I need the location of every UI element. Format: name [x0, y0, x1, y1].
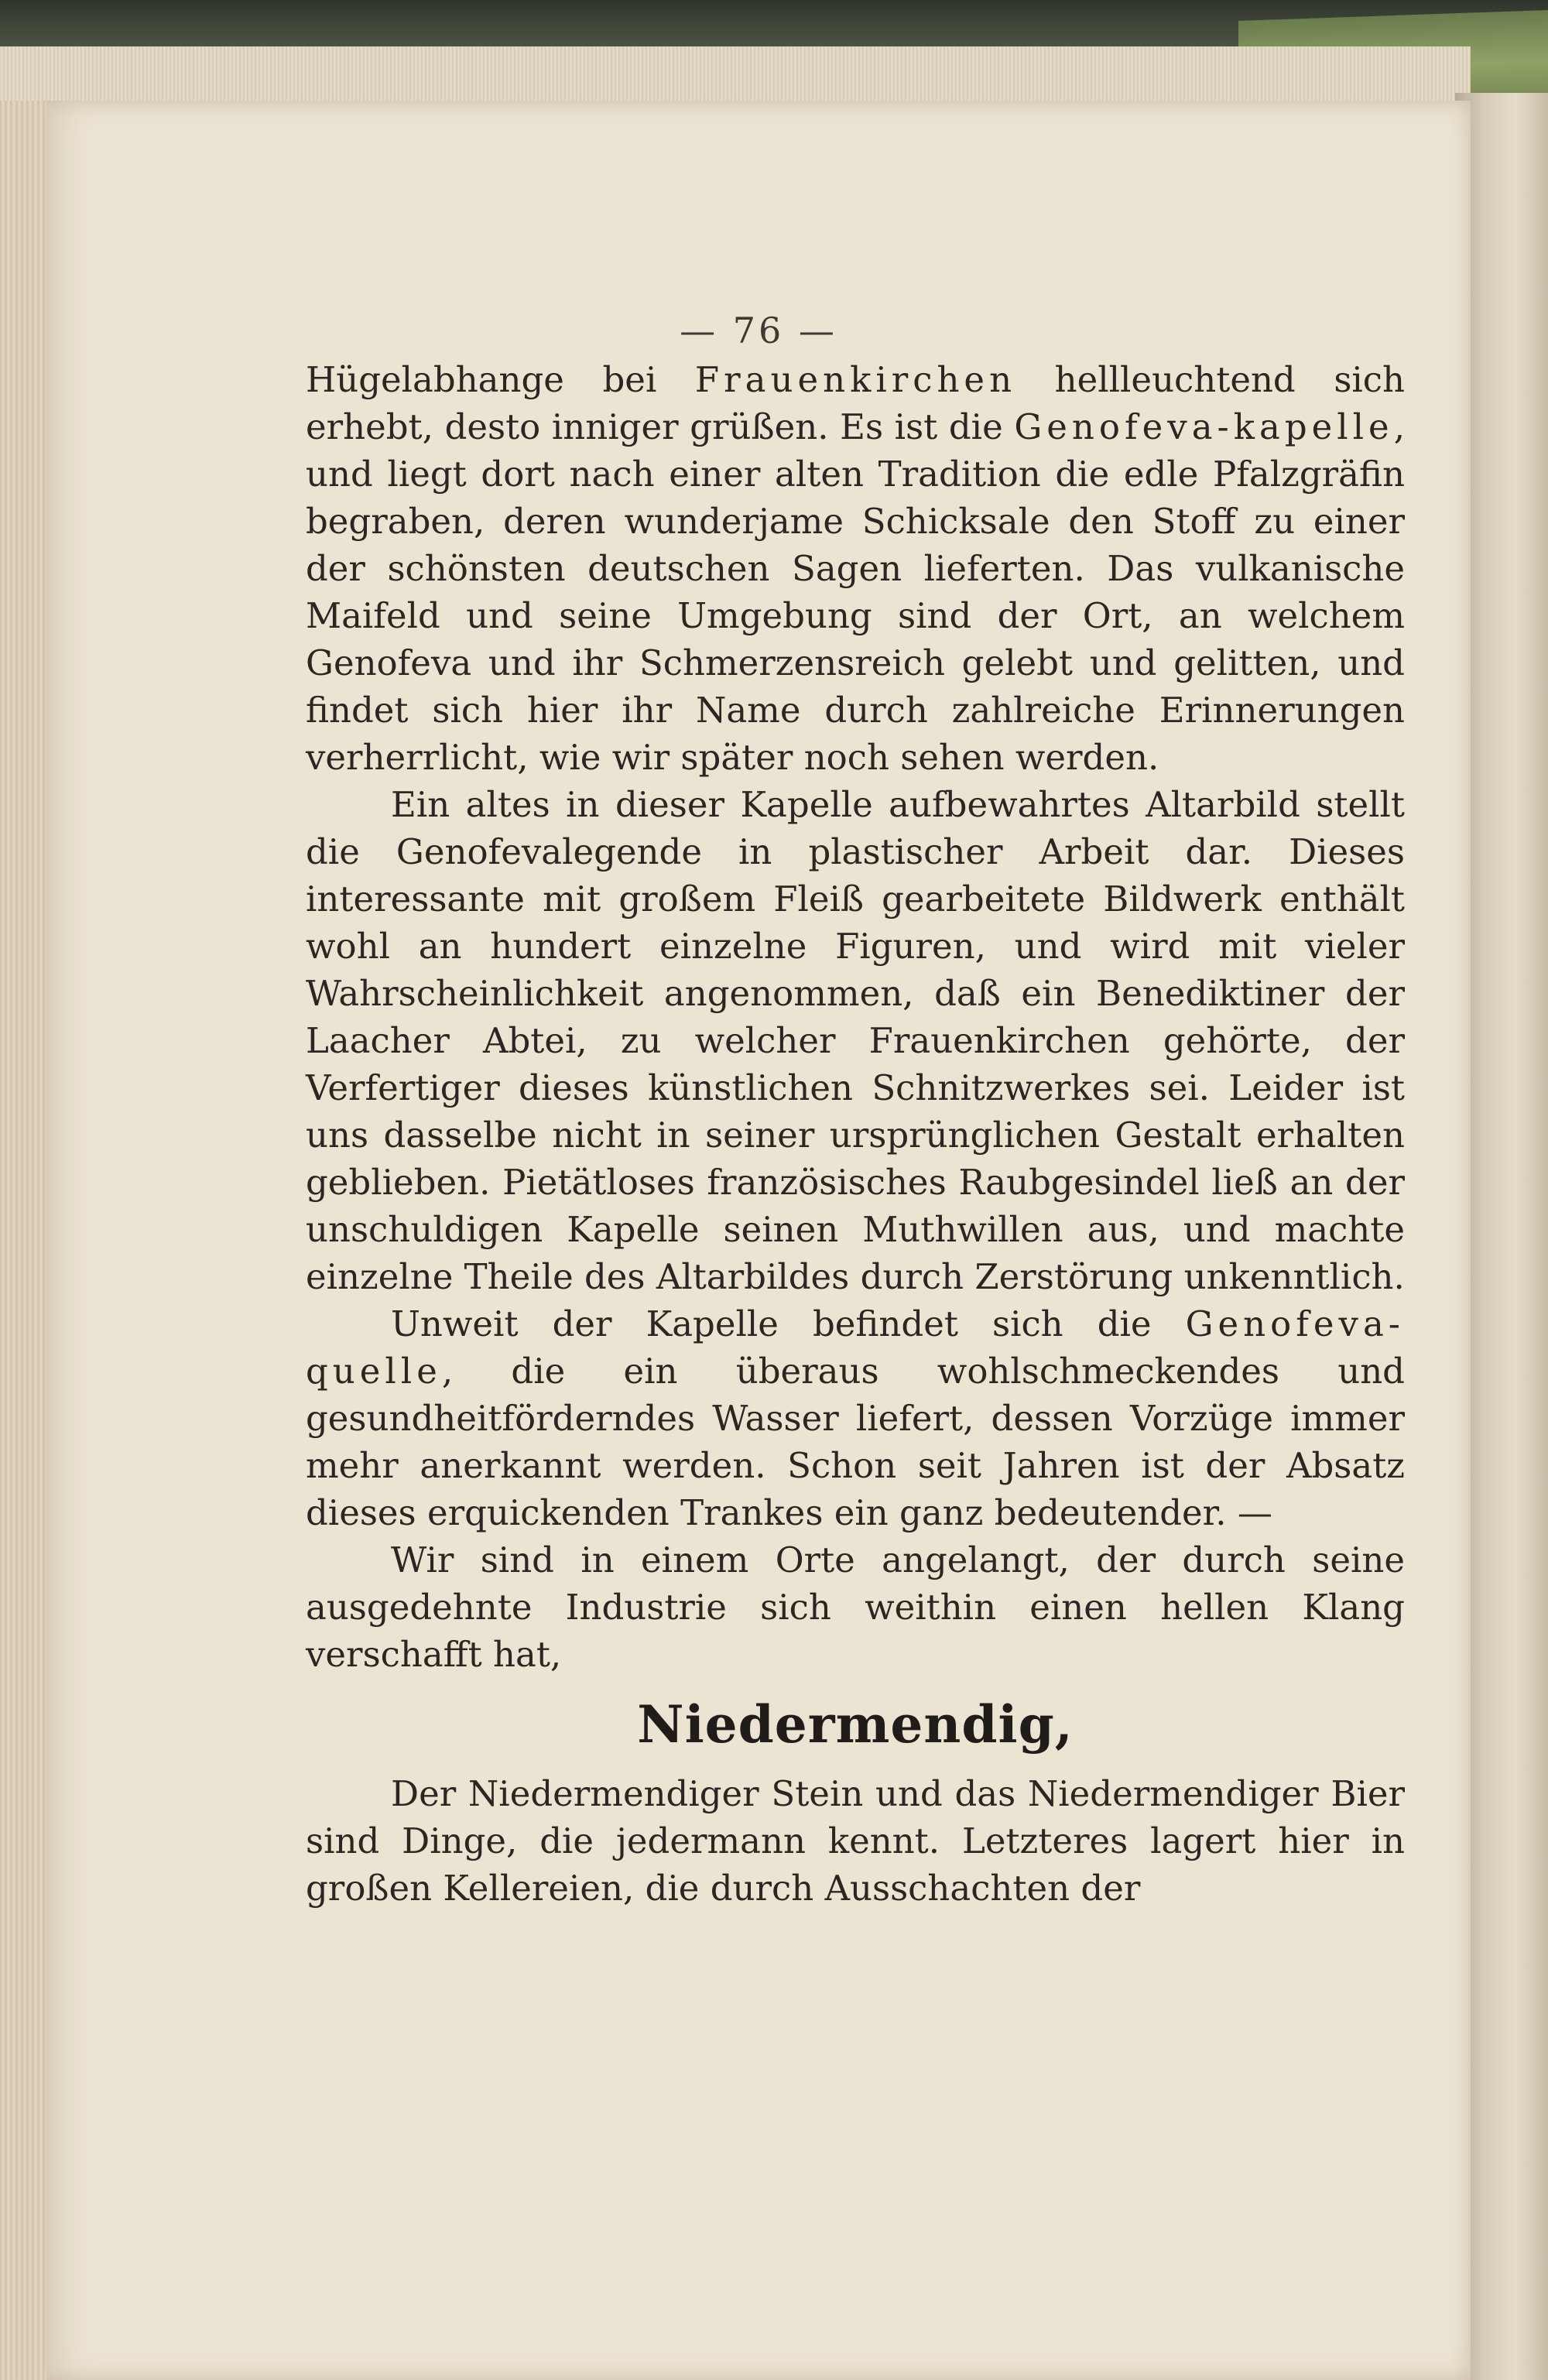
page-number: — 76 — — [680, 310, 837, 351]
page-edge-left — [0, 101, 46, 2380]
paragraph-1 — [306, 356, 1405, 781]
paragraph-3 — [306, 1300, 1405, 1536]
paragraph-1-part-1: Hügelabhange bei — [306, 359, 695, 400]
section-heading: Niedermendig, — [637, 1694, 1074, 1755]
paragraph-3-part-2: Genofeva-quelle — [306, 1303, 1405, 1392]
paragraph-1-part-2: Frauenkirchen — [694, 359, 1017, 400]
paragraph-1-part-4: Genofeva-kapelle — [1014, 406, 1394, 447]
paragraph-4: Wir sind in einem Orte angelangt, der durch seine ausgedehnte Industrie sich weithin einen hellen Klang verschafft hat, — [306, 1539, 1405, 1675]
paragraph-3-part-1: Unweit der Kapelle befindet sich die — [391, 1303, 1186, 1344]
paragraph-1-part-5: , und liegt dort nach einer alten Tradition die edle Pfalzgräfin begraben, deren wunderjame Schicksale den Stoff zu einer der schönsten deutschen Sagen lieferten. Das vulkanische Maifeld und seine Umgebung sind der Ort, an welchem Genofeva und ihr Schmerzensreich gelebt und gelitten, und findet sich hier ihr Name durch zahlreiche Erinnerungen verherrlicht, wie wir später noch sehen werden. — [306, 406, 1405, 778]
paragraph-5: Der Niedermendiger Stein und das Niedermendiger Bier sind Dinge, die jedermann kennt. Letzteres lagert hier in großen Kellereien, die durch Ausschachten der — [306, 1773, 1405, 1909]
paragraph-1-part-3: hellleuchtend sich erhebt, desto inniger grüßen. Es ist die — [306, 359, 1405, 447]
paragraph-3-part-3: , die ein überaus wohlschmeckendes und gesundheitförderndes Wasser liefert, dessen Vorzüge immer mehr anerkannt werden. Schon seit Jahren ist der Absatz dieses erquickenden Trankes ein ganz bedeutender. — — [306, 1351, 1405, 1533]
book-page — [46, 101, 1471, 2380]
page-text — [306, 356, 1405, 1912]
paragraph-2: Ein altes in dieser Kapelle aufbewahrtes Altarbild stellt die Genofevalegende in plastischer Arbeit dar. Dieses interessante mit großem Fleiß gearbeitete Bildwerk enthält wohl an hundert einzelne Figuren, und wird mit vieler Wahrscheinlichkeit angenommen, daß ein Benediktiner der Laacher Abtei, zu welcher Frauenkirchen gehörte, der Verfertiger dieses künstlichen Schnitzwerkes sei. Leider ist uns dasselbe nicht in seiner ursprünglichen Gestalt erhalten geblieben. Pietätloses französisches Raubgesindel ließ an der unschuldigen Kapelle seinen Muthwillen aus, und machte einzelne Theile des Altarbildes durch Zerstörung unkenntlich. — [306, 784, 1405, 1297]
